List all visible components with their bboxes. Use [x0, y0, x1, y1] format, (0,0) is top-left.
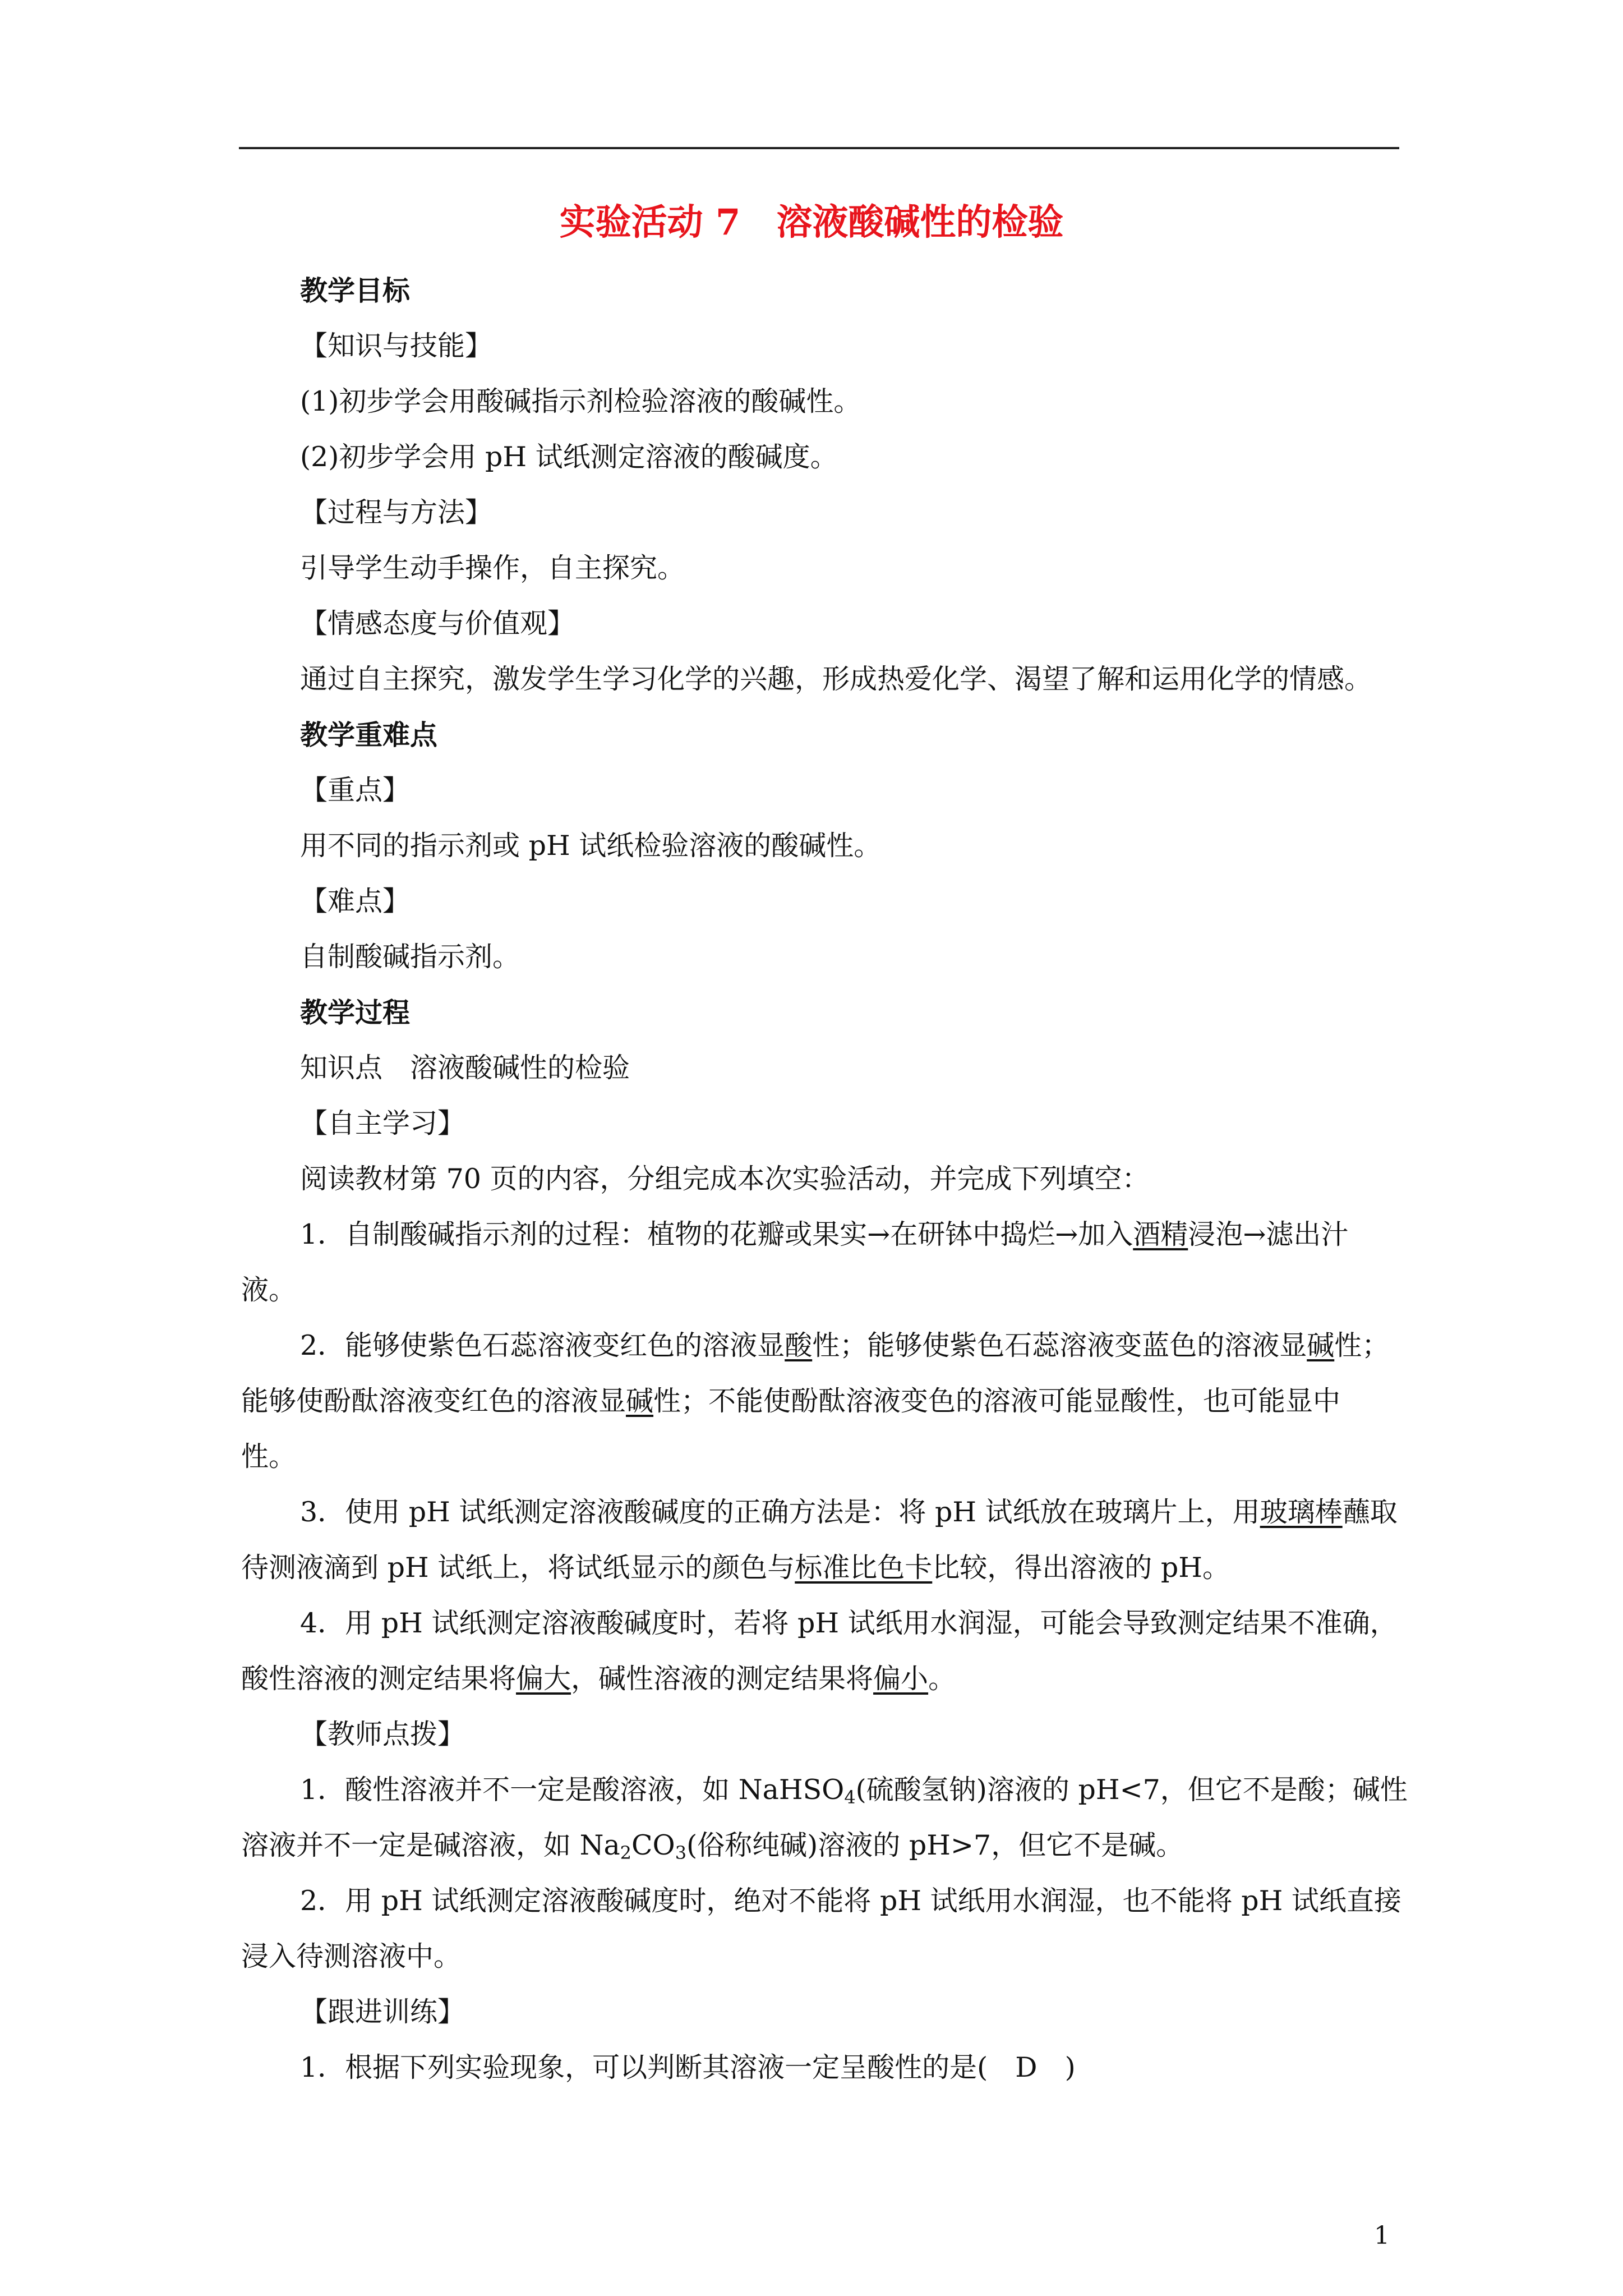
process-text: 引导学生动手操作，自主探究。: [300, 552, 685, 584]
subheading-follow-up: 【跟进训练】: [300, 1996, 465, 2028]
page-title: 实验活动 7 溶液酸碱性的检验: [559, 201, 1064, 243]
answer: D: [1015, 2051, 1038, 2083]
subheading-difficulty: 【难点】: [300, 885, 411, 917]
question-4-line-1: 4．用 pH 试纸测定溶液酸碱度时，若将 pH 试纸用水润湿，可能会导致测定结果不准确，: [300, 1607, 1398, 1639]
section-heading-goals: 教学目标: [300, 274, 411, 307]
tip-1-line-2: 溶液并不一定是碱溶液，如 $Na_2CO_3$(俗称纯碱)溶液的 pH>7，但它不是碱。: [241, 1829, 1184, 1864]
subheading-teacher-tips: 【教师点拨】: [300, 1718, 465, 1750]
subheading-key: 【重点】: [300, 774, 411, 806]
question-2-line-2: 能够使酚酞溶液变红色的溶液显碱性；不能使酚酞溶液变色的溶液可能显酸性，也可能显中: [241, 1385, 1341, 1417]
subheading-knowledge: 【知识与技能】: [300, 330, 493, 362]
subheading-emotion: 【情感态度与价值观】: [300, 608, 575, 639]
emotion-text: 通过自主探究，激发学生学习化学的兴趣，形成热爱化学、渴望了解和运用化学的情感。: [300, 663, 1372, 695]
answer-blank: 酸: [785, 1329, 813, 1361]
answer-blank: 玻璃棒: [1260, 1496, 1343, 1528]
question-2-line-1: 2．能够使紫色石蕊溶液变红色的溶液显酸性；能够使紫色石蕊溶液变蓝色的溶液显碱性；: [300, 1329, 1390, 1361]
question-1-line-2: 液。: [241, 1274, 297, 1306]
page-number: 1: [1374, 2221, 1390, 2250]
difficulty-text: 自制酸碱指示剂。: [300, 941, 520, 973]
goal-item-1: (1)初步学会用酸碱指示剂检验溶液的酸碱性。: [300, 385, 861, 417]
tip-1-line-1: 1．酸性溶液并不一定是酸溶液，如 NaHSO$_4$(硫酸氢钠)溶液的 pH<7，但它不是酸；碱性: [300, 1774, 1408, 1808]
question-3-line-1: 3．使用 pH 试纸测定溶液酸碱度的正确方法是：将 pH 试纸放在玻璃片上，用玻璃棒蘸取: [300, 1496, 1398, 1528]
reading-instruction: 阅读教材第 70 页的内容，分组完成本次实验活动，并完成下列填空：: [300, 1163, 1150, 1195]
question-1-line-1: 1．自制酸碱指示剂的过程：植物的花瓣或果实→在研钵中捣烂→加入酒精浸泡→滤出汁: [300, 1218, 1349, 1250]
key-text: 用不同的指示剂或 pH 试纸检验溶液的酸碱性。: [300, 830, 882, 862]
tip-2-line-2: 浸入待测溶液中。: [241, 1940, 462, 1972]
question-4-line-2: 酸性溶液的测定结果将偏大，碱性溶液的测定结果将偏小。: [241, 1663, 956, 1695]
answer-blank: 偏小: [873, 1663, 929, 1695]
answer-blank: 碱: [626, 1385, 654, 1417]
subheading-process: 【过程与方法】: [300, 496, 493, 528]
training-question-1: 1．根据下列实验现象，可以判断其溶液一定呈酸性的是( D ): [300, 2051, 1076, 2083]
tip-2-line-1: 2．用 pH 试纸测定溶液酸碱度时，绝对不能将 pH 试纸用水润湿，也不能将 pH 试纸直接: [300, 1885, 1401, 1917]
answer-blank: 标准比色卡: [795, 1552, 933, 1584]
goal-item-2: (2)初步学会用 pH 试纸测定溶液的酸碱度。: [300, 441, 838, 473]
subheading-self-study: 【自主学习】: [300, 1107, 465, 1139]
header-rule: [239, 147, 1399, 149]
answer-blank: 酒精: [1133, 1218, 1188, 1250]
question-3-line-2: 待测液滴到 pH 试纸上，将试纸显示的颜色与标准比色卡比较，得出溶液的 pH。: [241, 1552, 1230, 1584]
knowledge-point: 知识点 溶液酸碱性的检验: [300, 1052, 630, 1084]
answer-blank: 碱: [1307, 1329, 1335, 1361]
question-2-line-3: 性。: [241, 1441, 297, 1473]
section-heading-process: 教学过程: [300, 996, 411, 1029]
answer-blank: 偏大: [516, 1663, 571, 1695]
section-heading-key-points: 教学重难点: [300, 719, 438, 751]
